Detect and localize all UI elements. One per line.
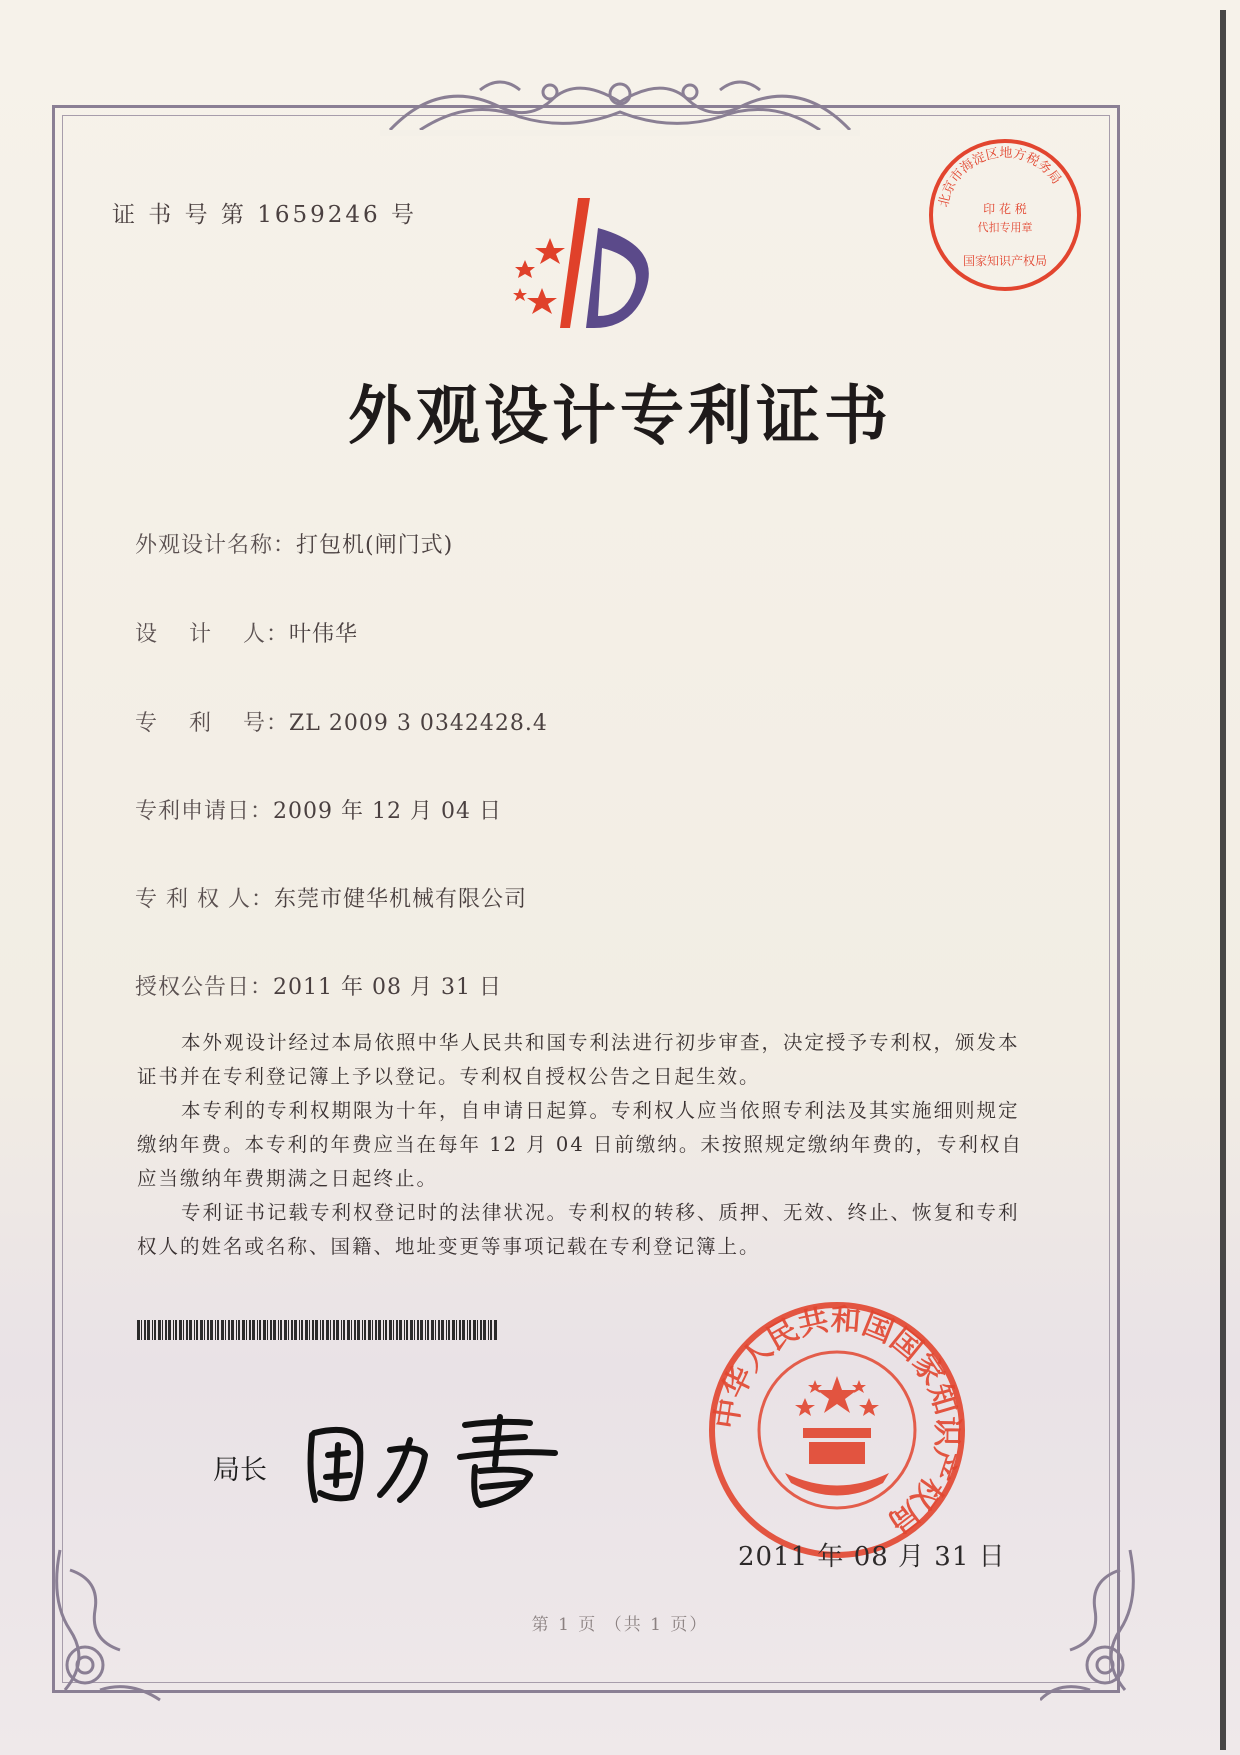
field-patent-number — [135, 706, 548, 737]
field-label: 专 利 权 人： — [135, 887, 274, 912]
barcode-bar — [288, 1320, 289, 1340]
barcode-bar — [299, 1320, 300, 1340]
office-seal — [705, 1298, 970, 1563]
barcode-bar — [490, 1320, 492, 1340]
barcode-bar — [320, 1320, 321, 1340]
tax-stamp-line2: 代扣专用章 — [977, 221, 1033, 234]
field-value: 东莞市健华机械有限公司 — [273, 887, 527, 912]
barcode-bar — [362, 1320, 363, 1340]
barcode-bar — [162, 1320, 163, 1340]
field-label: 设 计 人： — [135, 622, 289, 647]
barcode-bar — [417, 1320, 419, 1340]
barcode-bar — [221, 1320, 224, 1340]
barcode-bar — [225, 1320, 226, 1340]
barcode-bar — [210, 1320, 213, 1340]
barcode-bar — [228, 1320, 230, 1340]
barcode-bar — [207, 1320, 209, 1340]
barcode-bar — [480, 1320, 482, 1340]
body-paragraph-3: 专利证书记载专利权登记时的法律状况。专利权的转移、质押、无效、终止、恢复和专利权人的姓名或名称、国籍、地址变更等事项记载在专利登记簿上。 — [137, 1201, 1020, 1258]
svg-text:中华人民共和国国家知识产权局 — [709, 1302, 964, 1540]
page-number: 第 1 页 （共 1 页） — [531, 1615, 709, 1635]
barcode-bar — [462, 1320, 465, 1340]
barcode-bar — [165, 1320, 167, 1340]
barcode-bar — [483, 1320, 486, 1340]
barcode-bar — [249, 1320, 251, 1340]
barcode-bar — [312, 1320, 314, 1340]
field-value: 叶伟华 — [289, 622, 359, 647]
barcode-bar — [200, 1320, 203, 1340]
scan-edge — [1220, 10, 1226, 1750]
barcode-bar — [273, 1320, 276, 1340]
barcode-bar — [375, 1320, 377, 1340]
tax-stamp-line1: 印 花 税 — [983, 202, 1027, 216]
barcode-bar — [410, 1320, 413, 1340]
barcode-bar — [278, 1320, 279, 1340]
barcode-bar — [189, 1320, 192, 1340]
barcode-bar — [196, 1320, 198, 1340]
barcode-bar — [315, 1320, 318, 1340]
barcode-bar — [183, 1320, 184, 1340]
barcode-bar — [326, 1320, 329, 1340]
field-grant-date — [135, 970, 502, 1001]
patent-office-logo — [490, 188, 680, 338]
barcode-bar — [263, 1320, 266, 1340]
barcode-bar — [204, 1320, 205, 1340]
barcode-bar — [291, 1320, 293, 1340]
barcode-bar — [435, 1320, 436, 1340]
barcode-bar — [252, 1320, 255, 1340]
barcode-bar — [372, 1320, 373, 1340]
barcode-bar — [152, 1320, 153, 1340]
barcode-bar — [441, 1320, 444, 1340]
barcode-bar — [144, 1320, 146, 1340]
barcode-bar — [215, 1320, 216, 1340]
field-value: 打包机(闸门式) — [296, 533, 454, 558]
barcode-bar — [280, 1320, 282, 1340]
office-seal-ring-text: 中华人民共和国国家知识产权局 — [709, 1302, 965, 1540]
barcode-bar — [459, 1320, 461, 1340]
barcode-bar — [294, 1320, 297, 1340]
body-paragraph-2: 本专利的专利权期限为十年，自申请日起算。专利权人应当依照专利法及其实施细则规定缴纳年费。本专利的年费应当在每年 12 月 04 日前缴纳。未按照规定缴纳年费的，专利权自应当缴纳年费期满之日起终止。 — [137, 1099, 1023, 1190]
barcode-bar — [236, 1320, 237, 1340]
barcode-bar — [351, 1320, 352, 1340]
barcode-bar — [259, 1320, 261, 1340]
barcode-bar — [414, 1320, 415, 1340]
barcode-bar — [137, 1320, 140, 1340]
barcode-bar — [175, 1320, 177, 1340]
field-designer — [135, 617, 358, 648]
barcode-bar — [343, 1320, 345, 1340]
barcode-bar — [305, 1320, 308, 1340]
tax-stamp-ring-text: 北京市海淀区地方税务局 — [936, 145, 1064, 209]
barcode-bar — [158, 1320, 161, 1340]
barcode-bar — [238, 1320, 240, 1340]
barcode-bar — [477, 1320, 478, 1340]
barcode-bar — [141, 1320, 142, 1340]
field-label: 授权公告日： — [135, 975, 274, 1000]
barcode-bar — [173, 1320, 174, 1340]
barcode-bar — [270, 1320, 272, 1340]
field-label: 专 利 号： — [135, 711, 289, 736]
barcode-bar — [406, 1320, 408, 1340]
barcode-bar — [154, 1320, 156, 1340]
director-signature — [300, 1405, 570, 1515]
barcode-bar — [168, 1320, 171, 1340]
barcode-bar — [364, 1320, 366, 1340]
barcode-bar — [257, 1320, 258, 1340]
barcode-bar — [368, 1320, 371, 1340]
barcode-bar — [467, 1320, 468, 1340]
barcode-bar — [494, 1320, 497, 1340]
barcode-bar — [425, 1320, 426, 1340]
field-value: 2009 年 12 月 04 日 — [273, 799, 502, 824]
field-design-name — [135, 528, 453, 559]
barcode-bar — [469, 1320, 471, 1340]
tax-stamp-bottom-text: 国家知识产权局 — [962, 254, 1048, 268]
barcode-bar — [309, 1320, 310, 1340]
barcode-bar — [389, 1320, 392, 1340]
barcode-bar — [231, 1320, 234, 1340]
barcode-bar — [488, 1320, 489, 1340]
barcode — [137, 1320, 500, 1340]
barcode-bar — [284, 1320, 287, 1340]
barcode-bar — [446, 1320, 447, 1340]
barcode-bar — [267, 1320, 268, 1340]
barcode-bar — [404, 1320, 405, 1340]
barcode-bar — [385, 1320, 387, 1340]
barcode-bar — [438, 1320, 440, 1340]
barcode-bar — [383, 1320, 384, 1340]
barcode-bar — [473, 1320, 476, 1340]
barcode-bar — [378, 1320, 381, 1340]
barcode-bar — [242, 1320, 245, 1340]
barcode-bar — [246, 1320, 247, 1340]
barcode-bar — [431, 1320, 434, 1340]
certificate-number: 证 书 号 第 1659246 号 — [112, 202, 417, 228]
field-value: ZL 2009 3 0342428.4 — [289, 711, 548, 736]
field-patentee — [135, 882, 527, 913]
barcode-bar — [354, 1320, 356, 1340]
barcode-bar — [336, 1320, 339, 1340]
barcode-bar — [427, 1320, 429, 1340]
barcode-bar — [347, 1320, 350, 1340]
barcode-bar — [186, 1320, 188, 1340]
signature-label: 局长 — [213, 1455, 267, 1486]
field-value: 2011 年 08 月 31 日 — [273, 975, 502, 1000]
field-application-date — [135, 794, 502, 825]
certificate-title: 外观设计专利证书 — [348, 380, 892, 454]
barcode-bar — [194, 1320, 195, 1340]
barcode-bar — [456, 1320, 457, 1340]
barcode-bar — [330, 1320, 331, 1340]
barcode-bar — [179, 1320, 182, 1340]
field-label: 专利申请日： — [135, 799, 274, 824]
barcode-bar — [322, 1320, 324, 1340]
barcode-bar — [357, 1320, 360, 1340]
barcode-bar — [396, 1320, 398, 1340]
barcode-bar — [452, 1320, 455, 1340]
barcode-bar — [448, 1320, 450, 1340]
barcode-bar — [301, 1320, 303, 1340]
barcode-bar — [399, 1320, 402, 1340]
barcode-bar — [147, 1320, 150, 1340]
barcode-bar — [420, 1320, 423, 1340]
barcode-bar — [393, 1320, 394, 1340]
barcode-bar — [217, 1320, 219, 1340]
top-ornament — [380, 72, 860, 142]
barcode-bar — [341, 1320, 342, 1340]
body-paragraph-1: 本外观设计经过本局依照中华人民共和国专利法进行初步审查，决定授予专利权，颁发本证书并在专利登记簿上予以登记。专利权自授权公告之日起生效。 — [137, 1031, 1020, 1088]
barcode-bar — [333, 1320, 335, 1340]
tax-stamp — [925, 135, 1085, 295]
field-label: 外观设计名称： — [135, 533, 297, 558]
seal-date: 2011 年 08 月 31 日 — [738, 1542, 1006, 1572]
